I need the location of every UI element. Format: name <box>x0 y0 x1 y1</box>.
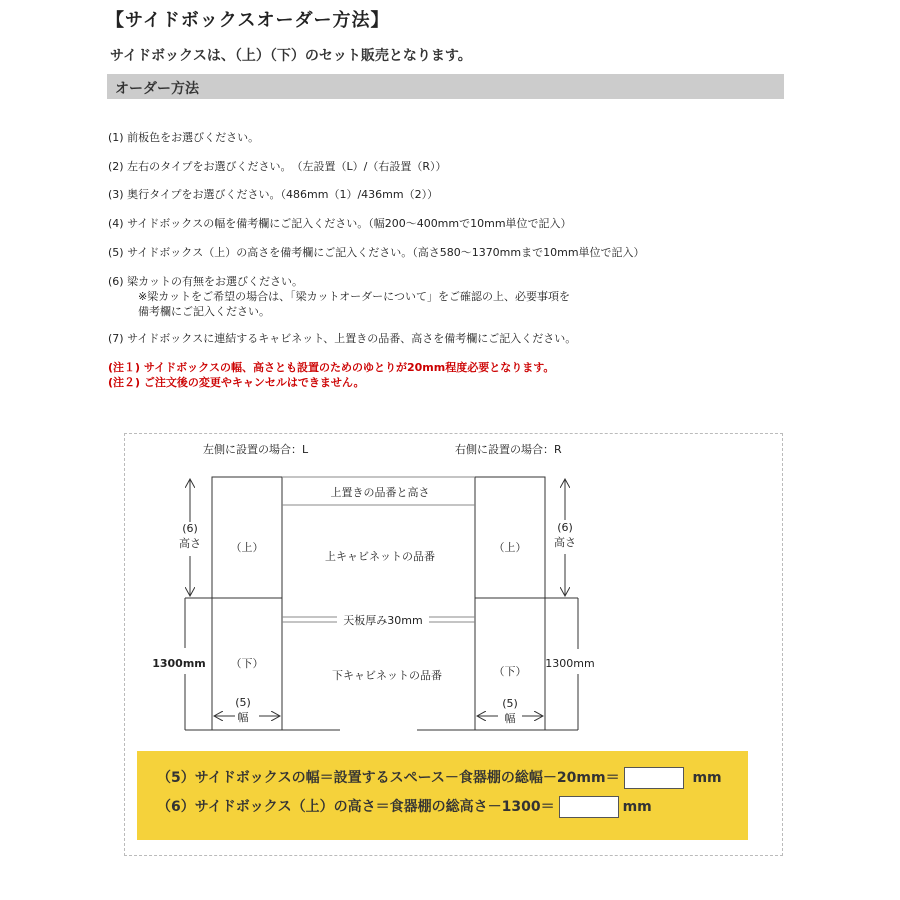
formula-width-text: （5）サイドボックスの幅＝設置するスペース－食器棚の総幅－20mm＝ <box>157 770 620 786</box>
center-top-label: 上置きの品番と高さ <box>330 486 430 499</box>
step-1: (1) 前板色をお選びください。 <box>108 131 260 144</box>
center-lower-label: 下キャビネットの品番 <box>332 669 442 682</box>
step-2: (2) 左右のタイプをお選びください。 （左設置（L）/（右設置（R）） <box>108 160 447 173</box>
formula-box <box>137 751 748 840</box>
step-5: (5) サイドボックス（上）の高さを備考欄にご記入ください。（高さ580～1370mmまで10mm単位で記入） <box>108 246 645 259</box>
formula-width <box>157 767 722 789</box>
left-width-word: 幅 <box>237 711 249 724</box>
step-6 <box>108 274 570 319</box>
note-2: (注２) ご注文後の変更やキャンセルはできません。 <box>108 376 365 389</box>
right-width-word: 幅 <box>504 712 516 725</box>
step-6-sub-2: 備考欄にご記入ください。 <box>138 305 270 318</box>
formula-width-unit: mm <box>692 770 722 786</box>
right-height-num: (6) <box>557 521 573 534</box>
right-height-word: 高さ <box>554 536 576 549</box>
width-input-blank[interactable] <box>624 767 684 789</box>
step-7: (7) サイドボックスに連結するキャビネット、上置きの品番、高さを備考欄にご記入ください。 <box>108 332 577 345</box>
left-upper-box <box>212 477 282 598</box>
note-1: (注１) サイドボックスの幅、高さとも設置のためのゆとりが20mm程度必要となります。 <box>108 361 555 374</box>
left-1300-label: 1300mm <box>152 657 206 670</box>
left-upper-label: （上） <box>230 541 264 554</box>
right-upper-box <box>475 477 545 598</box>
formula-height <box>157 796 652 818</box>
formula-height-text: （6）サイドボックス（上）の高さ＝食器棚の総高さ－1300＝ <box>157 799 555 815</box>
formula-height-unit: mm <box>622 799 652 815</box>
page-subtitle: サイドボックスは、（上）（下）のセット販売となります。 <box>110 48 472 64</box>
page-title: 【サイドボックスオーダー方法】 <box>106 10 390 31</box>
step-3: (3) 奥行タイプをお選びください。（486mm（1）/436mm（2）） <box>108 188 439 201</box>
section-heading: オーダー方法 <box>115 81 199 97</box>
right-1300-label: 1300mm <box>545 657 595 670</box>
section-heading-bar <box>107 74 784 99</box>
step-6-sub-1: ※梁カットをご希望の場合は、「梁カットオーダーについて」をご確認の上、必要事項を <box>138 290 570 303</box>
right-lower-box <box>475 598 545 730</box>
right-lower-label: （下） <box>493 665 527 678</box>
left-caption: 左側に設置の場合：L <box>203 443 309 456</box>
left-lower-label: （下） <box>230 657 264 670</box>
center-upper-label: 上キャビネットの品番 <box>325 550 435 563</box>
right-upper-label: （上） <box>493 541 527 554</box>
step-6-main: (6) 梁カットの有無をお選びください。 <box>108 275 303 288</box>
left-width-num: (5) <box>235 696 251 709</box>
height-input-blank[interactable] <box>559 796 619 818</box>
left-height-word: 高さ <box>179 537 201 550</box>
center-middle-label: 天板厚み30mm <box>343 614 423 627</box>
step-4: (4) サイドボックスの幅を備考欄にご記入ください。（幅200～400mmで10mm単位で記入） <box>108 217 572 230</box>
left-height-num: (6) <box>182 522 198 535</box>
right-caption: 右側に設置の場合：R <box>455 443 562 456</box>
right-width-num: (5) <box>502 697 518 710</box>
